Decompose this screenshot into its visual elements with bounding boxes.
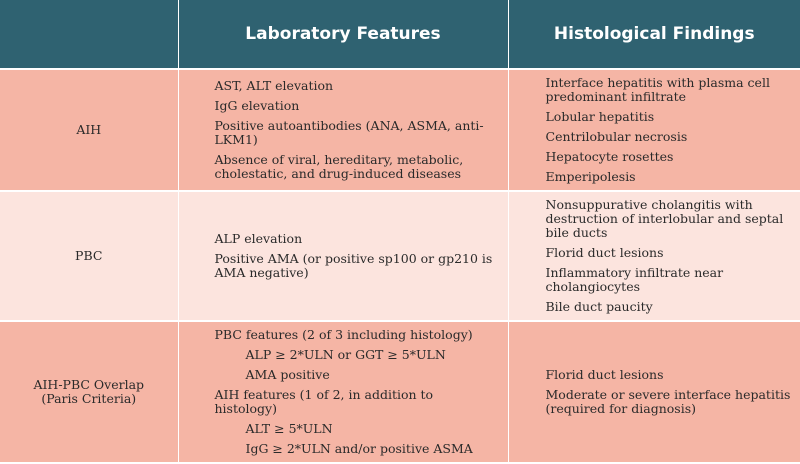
lab-feature-item: IgG ≥ 2*ULN and/or positive ASMA (245, 441, 473, 456)
histology-item: Emperipolesis (545, 169, 636, 184)
header-laboratory-features: Laboratory Features (178, 0, 508, 69)
histology-item: Interface hepatitis with plasma cell predominant infiltrate (545, 75, 770, 104)
laboratory-features-cell (178, 321, 508, 463)
histology-item: Florid duct lesions (545, 245, 664, 260)
condition-label-line: (Paris Criteria) (41, 391, 137, 406)
histological-findings-cell (508, 69, 800, 191)
lab-feature-item: AST, ALT elevation (214, 78, 334, 93)
lab-feature-item: Positive autoantibodies (ANA, ASMA, anti-LKM1) (214, 118, 484, 147)
histology-item: Centrilobular necrosis (545, 129, 688, 144)
histological-findings-cell (508, 321, 800, 463)
lab-feature-item: Positive AMA (or positive sp100 or gp210 is AMA negative) (214, 251, 493, 280)
histology-item: Lobular hepatitis (545, 109, 655, 124)
row-pbc (0, 191, 800, 321)
row-aih (0, 69, 800, 191)
laboratory-features-cell (178, 69, 508, 191)
lab-feature-item: ALT ≥ 5*ULN (245, 421, 333, 436)
condition-label (0, 69, 178, 191)
histology-item: Nonsuppurative cholangitis with destruction of interlobular and septal bile ducts (545, 197, 784, 240)
condition-label (0, 321, 178, 463)
condition-label-line: PBC (75, 248, 103, 263)
header-histological-findings: Histological Findings (508, 0, 800, 69)
lab-feature-item: IgG elevation (214, 98, 300, 113)
histology-item: Inflammatory infiltrate near cholangiocytes (545, 265, 724, 294)
lab-feature-item: PBC features (2 of 3 including histology) (214, 327, 473, 342)
condition-label-line: AIH-PBC Overlap (33, 377, 145, 392)
histology-item: Bile duct paucity (545, 299, 653, 314)
histology-item: Hepatocyte rosettes (545, 149, 674, 164)
condition-label-line: AIH (76, 122, 102, 137)
lab-feature-item: ALP elevation (214, 231, 303, 246)
laboratory-features-cell (178, 191, 508, 321)
condition-label (0, 191, 178, 321)
histology-item: Florid duct lesions (545, 367, 664, 382)
histological-findings-cell (508, 191, 800, 321)
header-row (0, 0, 800, 69)
lab-feature-item: Absence of viral, hereditary, metabolic, cholestatic, and drug-induced diseases (214, 152, 464, 181)
row-aih-pbc-overlap (0, 321, 800, 463)
lab-feature-item: AIH features (1 of 2, in addition to histology) (214, 387, 434, 416)
lab-feature-item: AMA positive (245, 367, 330, 382)
histology-item: Moderate or severe interface hepatitis (required for diagnosis) (545, 387, 791, 416)
header-condition (0, 0, 178, 69)
lab-feature-item: ALP ≥ 2*ULN or GGT ≥ 5*ULN (245, 347, 446, 362)
